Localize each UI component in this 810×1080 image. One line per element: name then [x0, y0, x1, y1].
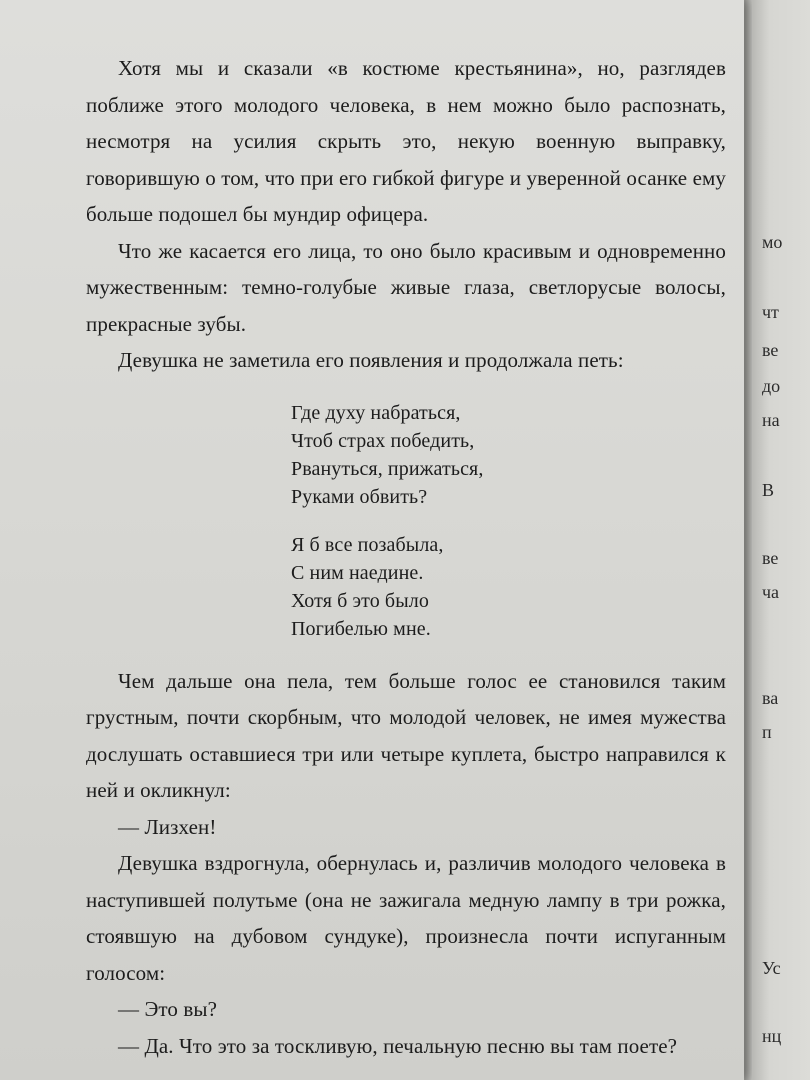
- page-fragment: нц: [762, 1026, 782, 1046]
- page-fragment: ча: [762, 582, 780, 602]
- verse-line: Я б все позабыла,: [291, 533, 444, 556]
- adjacent-page-edge: [752, 0, 810, 1080]
- page-fragment: ве: [762, 548, 779, 568]
- dialogue-line: — Да. Что это за тоскливую, печальную песню вы там поете?: [118, 1033, 678, 1058]
- dialogue-line: — Лизхен!: [118, 814, 217, 839]
- dialogue-line: — Это вы?: [118, 997, 218, 1021]
- page-fragment: мо: [762, 232, 783, 252]
- page-fragment: до: [762, 376, 781, 396]
- paragraph: Что же касается его лица, то оно было красивым и одновременно мужественным: темно-голубые живые глаза, светлорусые волосы, прекрасные зубы.: [86, 238, 726, 336]
- page-fragment: Ус: [762, 958, 781, 978]
- verse-line: Руками обвить?: [291, 485, 428, 508]
- verse-line: Рвануться, прижаться,: [291, 457, 484, 480]
- verse-line: С ним наедине.: [291, 561, 424, 584]
- verse-line: Погибелью мне.: [291, 617, 431, 640]
- paragraph: Чем дальше она пела, тем больше голос ее становился таким грустным, почти скорбным, что молодой человек, не имея мужества дослушать оставшиеся три или четыре куплета, быстро направился к ней и окликнул:: [86, 668, 726, 802]
- page-fragment: ва: [762, 688, 779, 708]
- page-fragment: В: [762, 480, 775, 500]
- page-fragment: на: [762, 410, 780, 430]
- page-fragment: п: [762, 722, 772, 742]
- paragraph: Девушка вздрогнула, обернулась и, различив молодого человека в наступившей полутьме (она не зажигала медную лампу в три рожка, стоявшую на дубовом сундуке), произнесла почти испуганным голосом:: [86, 851, 726, 985]
- page-fragment: чт: [762, 302, 779, 322]
- paragraph: Девушка не заметила его появления и продолжала петь:: [118, 348, 624, 372]
- verse-stanza: [291, 531, 726, 643]
- verse-line: Хотя б это было: [291, 589, 429, 612]
- verse-line: Где духу набраться,: [291, 401, 461, 424]
- verse-stanza: [291, 399, 726, 511]
- song-verse: [291, 399, 726, 643]
- page-fragment: ве: [762, 340, 779, 360]
- page-text: [86, 50, 726, 1064]
- verse-line: Чтоб страх победить,: [291, 429, 475, 452]
- paragraph: Хотя мы и сказали «в костюме крестьянина», но, разглядев поближе этого молодого человека, в нем можно было распознать, несмотря на усилия скрыть это, некую военную выправку, говорившую о том, что при его гибкой фигуре и уверенной осанке ему больше подошел бы мундир офицера.: [86, 56, 726, 226]
